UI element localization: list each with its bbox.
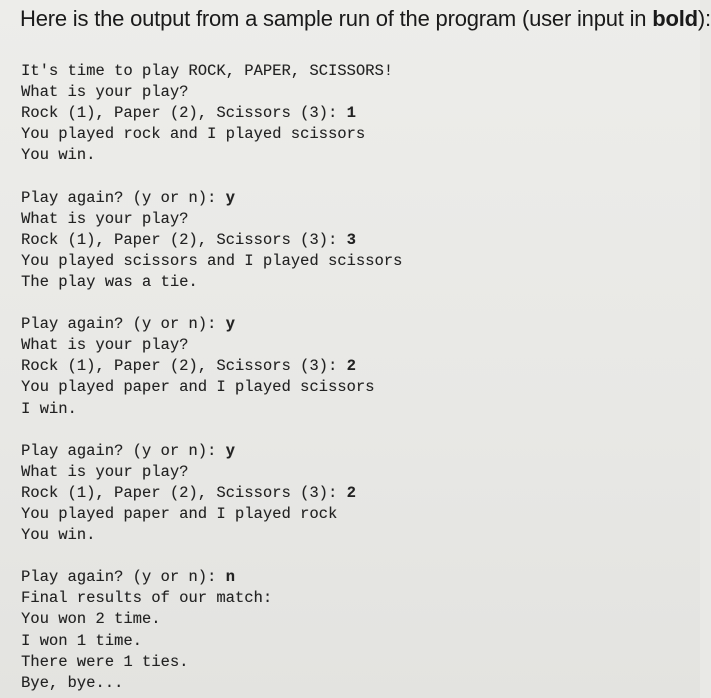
output-text: Play again? (y or n): xyxy=(21,315,226,334)
output-line xyxy=(21,61,402,82)
user-input: 1 xyxy=(346,104,356,123)
output-text: You played rock and I played scissors xyxy=(21,125,366,144)
user-input: y xyxy=(225,315,235,334)
page-heading xyxy=(20,6,711,32)
heading-suffix: ): xyxy=(697,6,711,31)
output-text: What is your play? xyxy=(21,462,189,481)
user-input: y xyxy=(225,441,235,460)
output-line xyxy=(21,588,402,609)
user-input: 2 xyxy=(346,357,356,376)
output-line xyxy=(21,230,402,251)
output-text: What is your play? xyxy=(21,83,189,102)
output-line xyxy=(21,209,402,230)
blank-line xyxy=(21,546,402,567)
output-text: You win. xyxy=(21,146,96,165)
output-line xyxy=(21,188,402,209)
output-text: What is your play? xyxy=(21,336,189,355)
output-line xyxy=(21,609,402,630)
output-text: You won 2 time. xyxy=(21,610,161,629)
output-text: You played scissors and I played scissors xyxy=(21,251,403,270)
output-line xyxy=(21,82,402,103)
output-line xyxy=(21,335,402,356)
blank-line xyxy=(21,420,402,441)
output-line xyxy=(21,314,402,335)
blank-line xyxy=(21,293,402,314)
output-line xyxy=(21,272,402,293)
output-text: There were 1 ties. xyxy=(21,652,189,671)
output-text: Rock (1), Paper (2), Scissors (3): xyxy=(21,230,347,249)
output-text: What is your play? xyxy=(21,209,189,228)
output-line xyxy=(21,399,402,420)
output-line xyxy=(21,525,402,546)
output-line xyxy=(21,652,402,673)
heading-prefix: Here is the output from a sample run of the program (user input in xyxy=(20,6,653,31)
output-line xyxy=(21,567,402,588)
user-input: y xyxy=(225,188,235,207)
output-text: I won 1 time. xyxy=(21,631,142,650)
user-input: 3 xyxy=(346,230,356,249)
output-text: Final results of our match: xyxy=(21,589,273,608)
output-text: Rock (1), Paper (2), Scissors (3): xyxy=(21,483,347,502)
output-text: The play was a tie. xyxy=(21,272,198,291)
output-line xyxy=(21,631,402,652)
output-text: Play again? (y or n): xyxy=(21,441,226,460)
output-text: It's time to play ROCK, PAPER, SCISSORS! xyxy=(21,62,394,80)
output-line xyxy=(21,251,402,272)
output-text: You win. xyxy=(21,526,96,545)
output-text: Play again? (y or n): xyxy=(21,568,226,587)
user-input: 2 xyxy=(346,483,356,502)
output-line xyxy=(21,462,402,483)
output-text: Rock (1), Paper (2), Scissors (3): xyxy=(21,357,347,376)
output-text: You played paper and I played rock xyxy=(21,504,338,523)
output-text: Play again? (y or n): xyxy=(21,188,226,207)
output-text: I win. xyxy=(21,399,77,418)
user-input: n xyxy=(225,568,235,587)
program-output xyxy=(21,61,402,694)
output-line xyxy=(21,124,402,145)
output-line xyxy=(21,441,402,462)
output-line xyxy=(21,145,402,166)
output-line xyxy=(21,483,402,504)
output-line xyxy=(21,356,402,377)
output-line xyxy=(21,377,402,398)
output-text: You played paper and I played scissors xyxy=(21,378,375,397)
heading-bold-word: bold xyxy=(652,6,698,31)
blank-line xyxy=(21,166,402,187)
output-line xyxy=(21,103,402,124)
output-text: Rock (1), Paper (2), Scissors (3): xyxy=(21,104,347,123)
output-line xyxy=(21,504,402,525)
output-line xyxy=(21,673,402,694)
output-text: Bye, bye... xyxy=(21,673,124,692)
